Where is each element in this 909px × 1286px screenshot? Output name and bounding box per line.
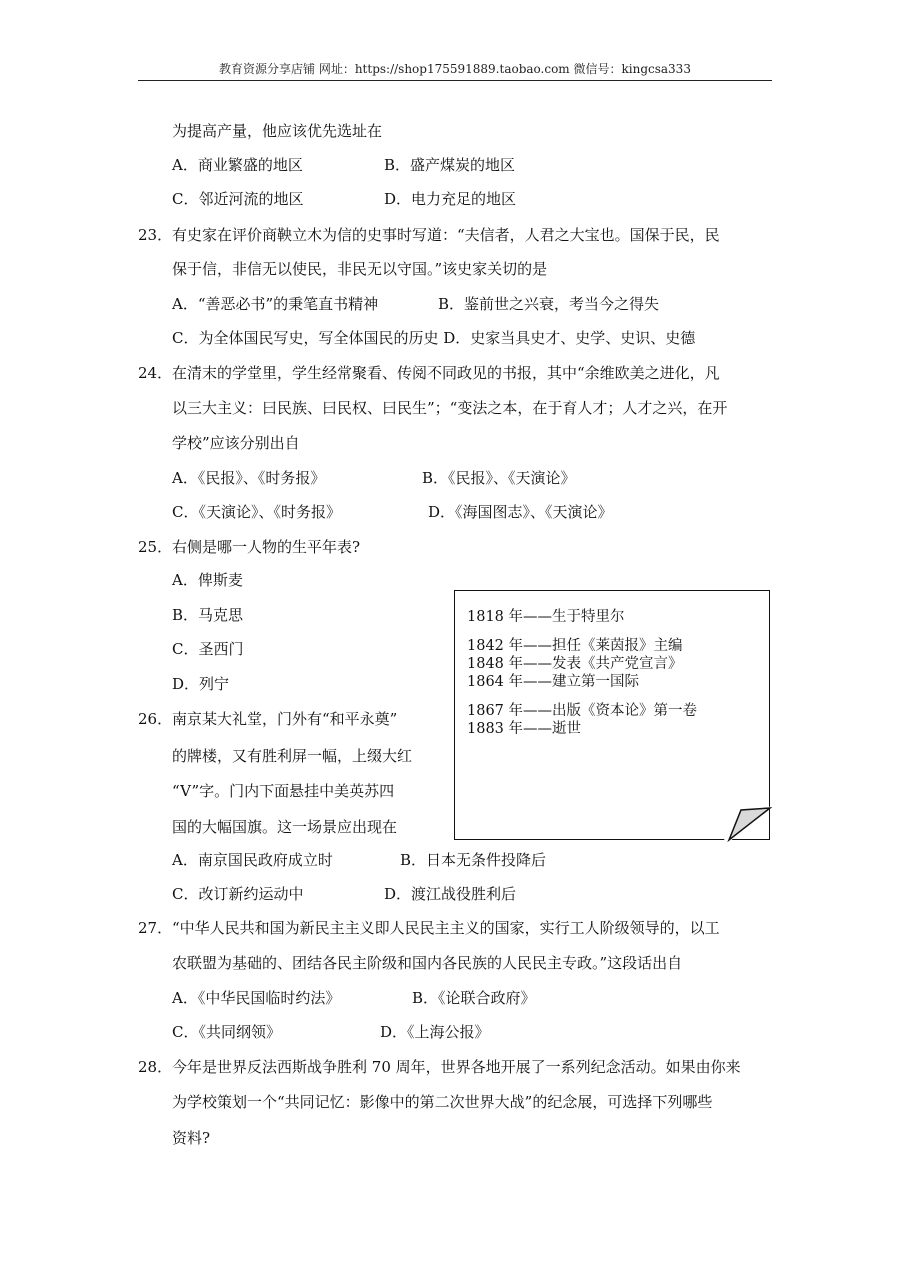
q27-option-d: D．《上海公报》	[380, 1023, 490, 1041]
q26-option-c: C．改订新约运动中	[172, 885, 304, 903]
q25-option-d: D．列宁	[172, 675, 230, 693]
q22-option-c: C．邻近河流的地区	[172, 190, 304, 208]
q23-option-b: B．鉴前世之兴衰，考当今之得失	[438, 295, 660, 313]
q23-option-cd: C．为全体国民写史，写全体国民的历史 D．史家当具史才、史学、史识、史德	[172, 329, 696, 347]
q28-stem-line1: 今年是世界反法西斯战争胜利 70 周年，世界各地开展了一系列纪念活动。如果由你来	[172, 1058, 741, 1076]
q26-stem-line4: 国的大幅国旗。这一场景应出现在	[172, 818, 398, 836]
q26-option-b: B．日本无条件投降后	[400, 851, 547, 869]
q27-option-b: B．《论联合政府》	[412, 989, 536, 1007]
q24-number: 24．	[138, 364, 173, 382]
q27-number: 27．	[138, 919, 173, 937]
timeline-entry: 1867 年——出版《资本论》第一卷	[467, 703, 698, 719]
q26-stem-line3: “V”字。门内下面悬挂中美英苏四	[172, 782, 395, 800]
q24-option-d: D．《海国图志》、《天演论》	[428, 503, 613, 521]
q25-option-a: A．俾斯麦	[172, 571, 243, 589]
q23-number: 23．	[138, 226, 173, 244]
timeline-entry: 1818 年——生于特里尔	[467, 609, 625, 625]
q27-stem-line2: 农联盟为基础的、团结各民主阶级和国内各民族的人民民主专政。”这段话出自	[172, 954, 683, 972]
q24-stem-line3: 学校”应该分别出自	[172, 434, 300, 452]
page-header: 教育资源分享店铺 网址：https://shop175591889.taobao.com 微信号：kingcsa333	[219, 62, 691, 76]
q22-option-a: A．商业繁盛的地区	[172, 156, 303, 174]
q28-number: 28．	[138, 1058, 173, 1076]
q27-option-c: C．《共同纲领》	[172, 1023, 281, 1041]
q22-option-b: B．盛产煤炭的地区	[384, 156, 516, 174]
q24-option-a: A．《民报》、《时务报》	[172, 469, 326, 487]
q26-option-a: A．南京国民政府成立时	[172, 851, 333, 869]
q25-stem: 右侧是哪一人物的生平年表?	[172, 538, 361, 556]
q24-stem-line1: 在清末的学堂里，学生经常聚看、传阅不同政见的书报，其中“余维欧美之进化，凡	[172, 364, 720, 382]
page-curl-icon	[723, 804, 773, 844]
timeline-entry: 1848 年——发表《共产党宣言》	[467, 656, 683, 672]
q26-stem-line1: 南京某大礼堂，门外有“和平永奠”	[172, 710, 398, 728]
q22-option-d: D．电力充足的地区	[384, 190, 517, 208]
q25-option-c: C．圣西门	[172, 640, 244, 658]
q23-stem-line2: 保于信，非信无以使民，非民无以守国。”该史家关切的是	[172, 260, 548, 278]
q23-option-a: A．“善恶必书”的秉笔直书精神	[172, 295, 379, 313]
q26-option-d: D．渡江战役胜利后	[384, 885, 517, 903]
q26-number: 26．	[138, 710, 173, 728]
q22-stem-continued: 为提高产量，他应该优先选址在	[172, 122, 383, 140]
q24-option-c: C．《天演论》、《时务报》	[172, 503, 341, 521]
timeline-entry: 1883 年——逝世	[467, 721, 582, 737]
q28-stem-line2: 为学校策划一个“共同记忆：影像中的第二次世界大战”的纪念展，可选择下列哪些	[172, 1093, 713, 1111]
q24-option-b: B．《民报》、《天演论》	[422, 469, 576, 487]
q24-stem-line2: 以三大主义：曰民族、曰民权、曰民生”；“变法之本，在于育人才；人才之兴，在开	[172, 399, 728, 417]
timeline-note-box	[454, 590, 770, 840]
timeline-entry: 1842 年——担任《莱茵报》主编	[467, 638, 683, 654]
q25-number: 25．	[138, 538, 173, 556]
q27-stem-line1: “中华人民共和国为新民主主义即人民民主主义的国家，实行工人阶级领导的，以工	[172, 919, 720, 937]
q23-stem-line1: 有史家在评价商鞅立木为信的史事时写道：“夫信者，人君之大宝也。国保于民，民	[172, 226, 720, 244]
q26-stem-line2: 的牌楼，又有胜利屏一幅，上缀大红	[172, 747, 413, 765]
q27-option-a: A．《中华民国临时约法》	[172, 989, 341, 1007]
q28-stem-line3: 资料?	[172, 1129, 211, 1147]
q25-option-b: B．马克思	[172, 606, 244, 624]
header-divider	[138, 80, 772, 81]
timeline-entry: 1864 年——建立第一国际	[467, 674, 640, 690]
